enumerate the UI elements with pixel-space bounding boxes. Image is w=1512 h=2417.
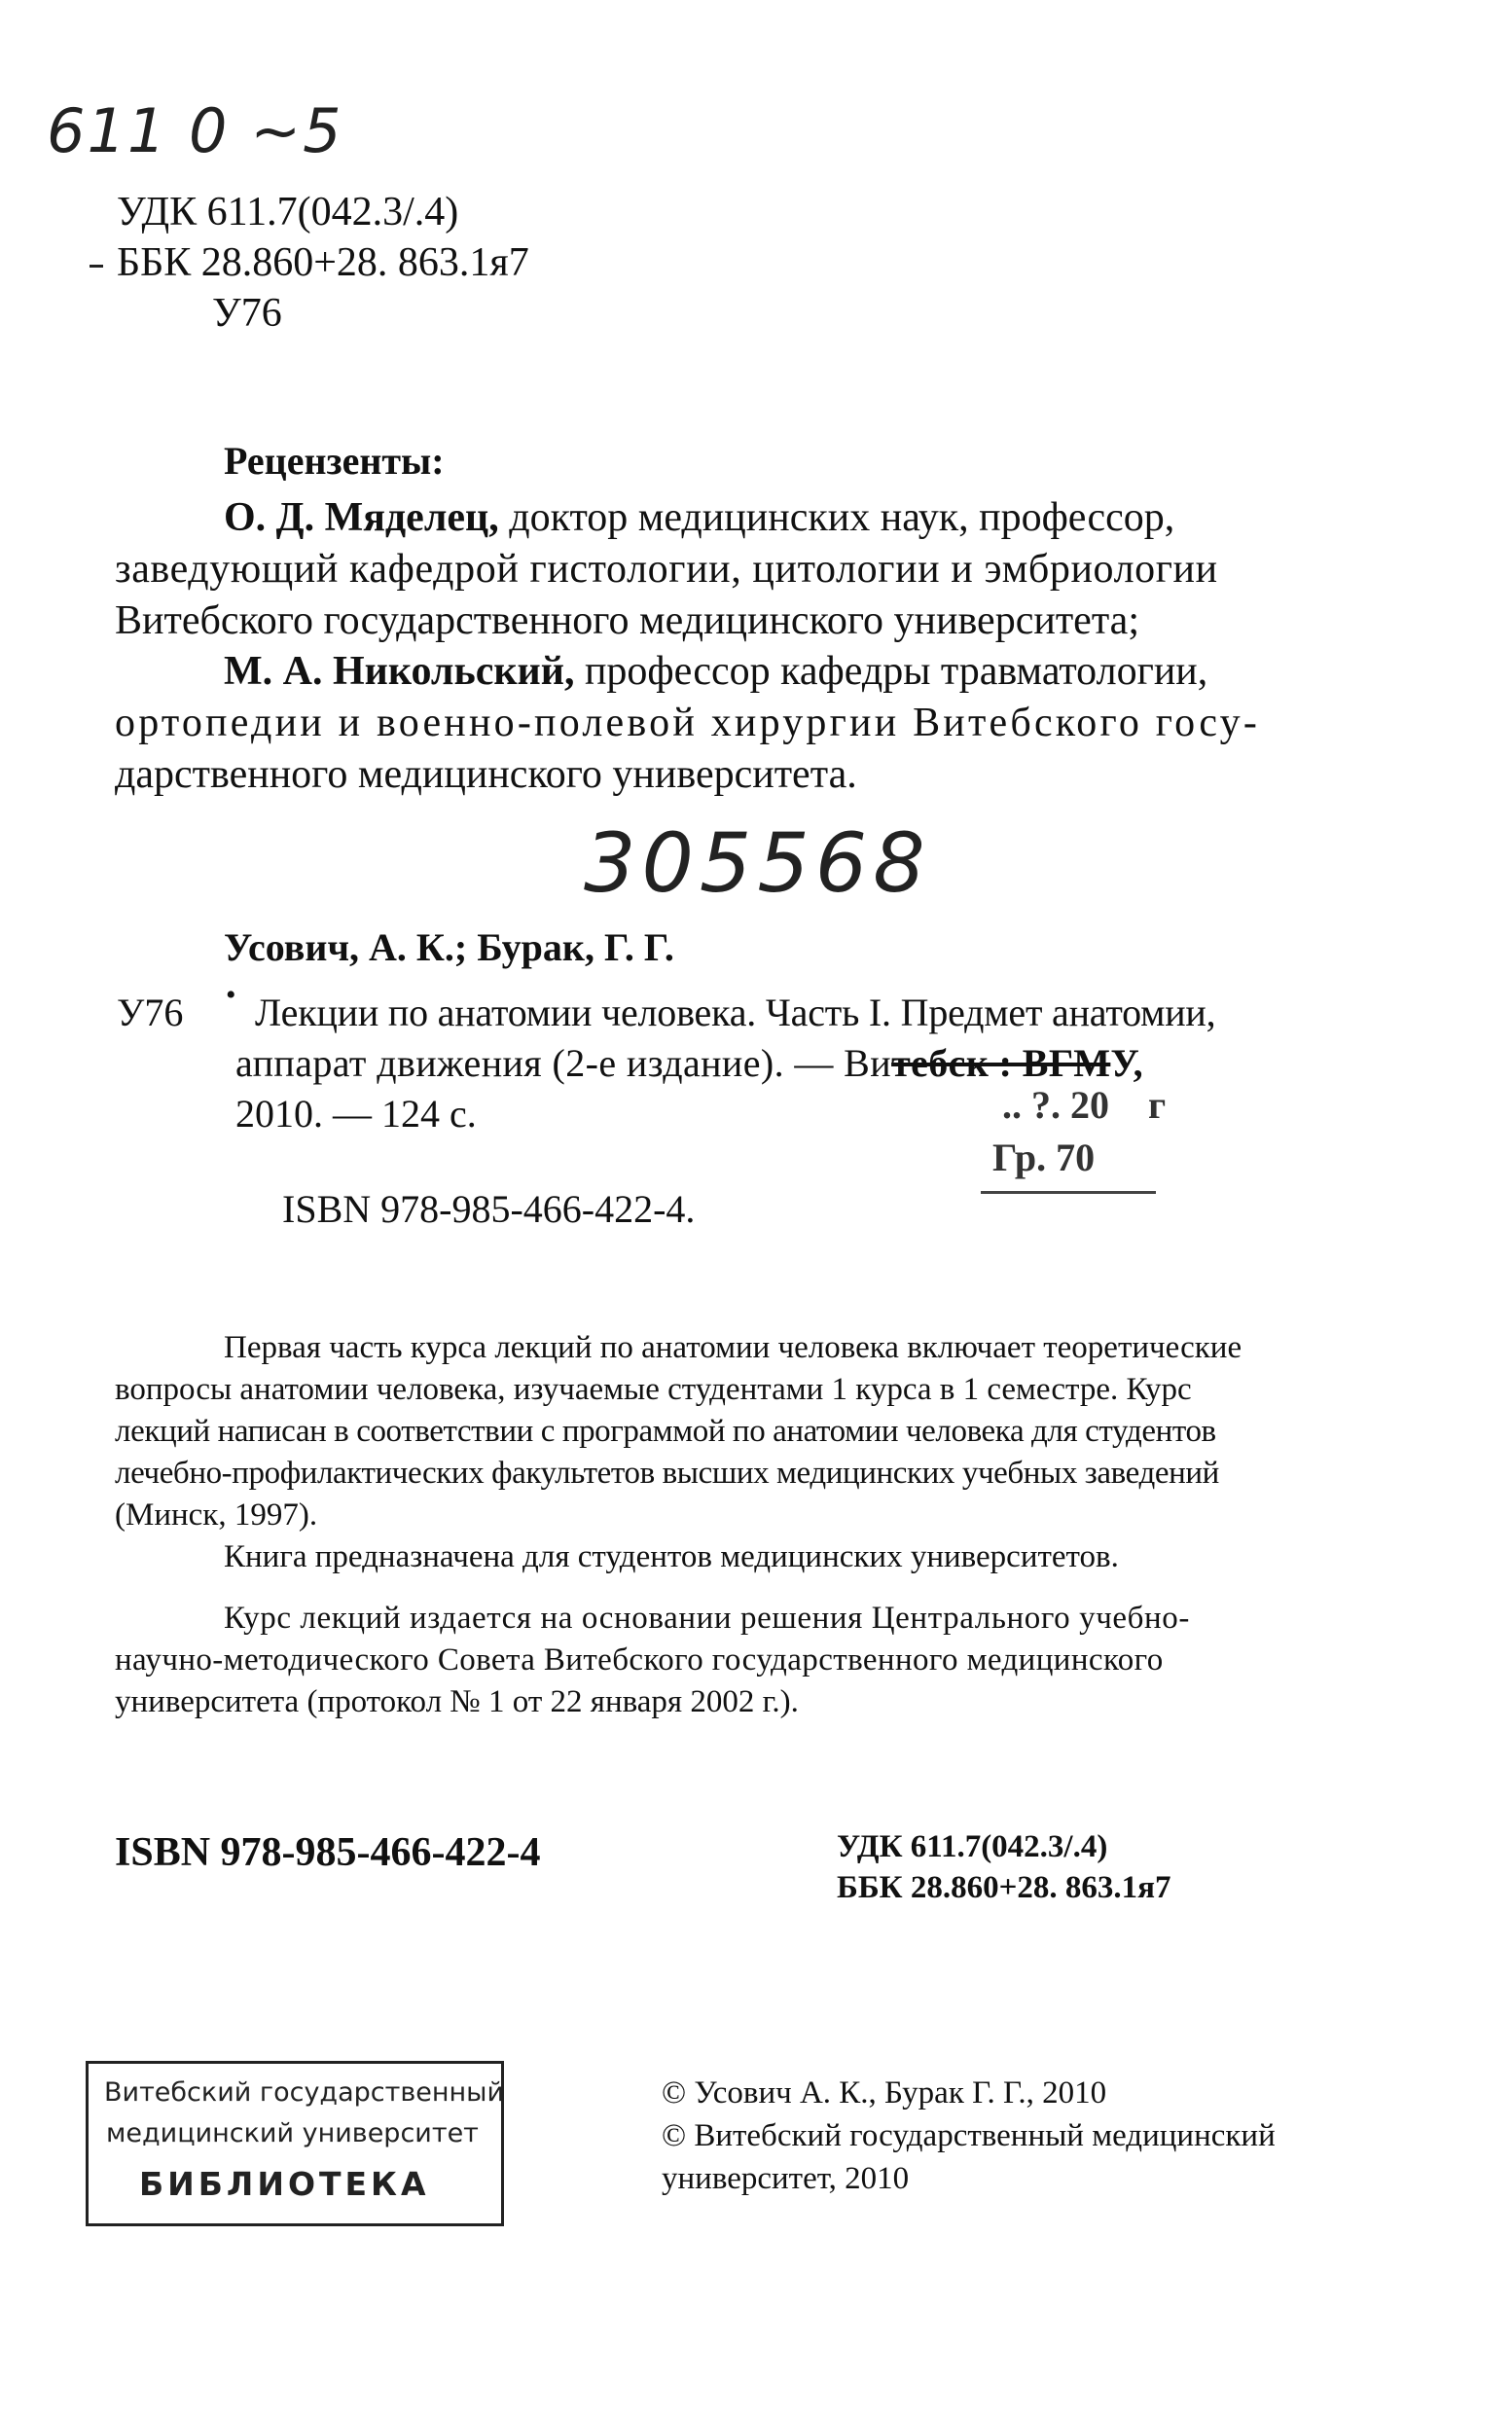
abstract-p1-line-1: Первая часть курса лекций по анатомии человека включает теоретические bbox=[224, 1330, 1242, 1365]
library-stamp-line-3: БИБЛИОТЕКА bbox=[139, 2165, 430, 2203]
bib-authors: Усович, А. К.; Бурак, Г. Г. bbox=[224, 925, 674, 969]
bib-year-pages: 2010. — 124 с. bbox=[235, 1092, 477, 1136]
reviewer-1-line-1 bbox=[224, 488, 1174, 548]
bib-title-line-1: Лекции по анатомии человека. Часть I. Предмет анатомии, bbox=[255, 991, 1216, 1034]
handwritten-top-mark: 611 0 ~5 bbox=[47, 95, 343, 166]
bib-bullet: • bbox=[226, 979, 236, 1011]
bib-publisher-struck: тебск : ВГМ bbox=[891, 1041, 1111, 1085]
reviewer-1-line-3: Витебского государственного медицинского университета; bbox=[115, 598, 1139, 643]
library-stamp-line-2: медицинский университет bbox=[106, 2118, 479, 2148]
abstract-p1-line-4: лечебно-профилактических факультетов высших медицинских учебных заведений bbox=[115, 1456, 1219, 1491]
bib-publisher-end: У, bbox=[1110, 1041, 1143, 1085]
copyright-line-2: © Витебский государственный медицинский bbox=[662, 2118, 1276, 2153]
footer-bbk: ББК 28.860+28. 863.1я7 bbox=[837, 1870, 1171, 1905]
reviewers-heading: Рецензенты: bbox=[224, 439, 445, 483]
bbk-code-top: ББК 28.860+28. 863.1я7 bbox=[117, 240, 529, 285]
bbk-dash-mark bbox=[90, 265, 103, 268]
bib-code: У76 bbox=[117, 991, 184, 1034]
reviewer-2-title: профессор кафедры травматологии, bbox=[574, 649, 1208, 694]
library-group-stamp: Гр. 70 bbox=[973, 1136, 1096, 1179]
reviewer-1-title: доктор медицинских наук, профессор, bbox=[498, 495, 1175, 540]
bib-title-line-2-start: аппарат движения (2-е издание). — Ви bbox=[235, 1041, 892, 1085]
author-mark-top: У76 bbox=[212, 291, 282, 336]
abstract-p3-line-2: научно-методического Совета Витебского государственного медицинского bbox=[115, 1642, 1164, 1677]
library-date-stamp: .. ?. 20 г bbox=[983, 1083, 1167, 1127]
reviewer-2-line-3: дарственного медицинского университета. bbox=[115, 752, 857, 797]
abstract-p1-line-2: вопросы анатомии человека, изучаемые студентами 1 курса в 1 семестре. Курс bbox=[115, 1372, 1192, 1407]
copyright-line-1: © Усович А. К., Бурак Г. Г., 2010 bbox=[662, 2075, 1107, 2110]
reviewer-2-line-2: ортопедии и военно-полевой хирургии Витебского госу- bbox=[115, 701, 1261, 745]
bib-isbn: ISBN 978-985-466-422-4. bbox=[282, 1187, 696, 1231]
udk-code-top: УДК 611.7(042.3/.4) bbox=[117, 190, 459, 234]
library-stamp-line-1: Витебский государственный bbox=[104, 2077, 505, 2108]
abstract-p3-line-3: университета (протокол № 1 от 22 января 2002 г.). bbox=[115, 1684, 799, 1719]
abstract-p1-line-5: (Минск, 1997). bbox=[115, 1497, 318, 1533]
copyright-line-3: университет, 2010 bbox=[662, 2161, 910, 2196]
abstract-p1-line-3: лекций написан в соответствии с программой по анатомии человека для студентов bbox=[115, 1414, 1216, 1449]
reviewer-1-line-2: заведующий кафедрой гистологии, цитологии и эмбриологии bbox=[115, 547, 1218, 592]
abstract-p2: Книга предназначена для студентов медицинских университетов. bbox=[224, 1539, 1119, 1574]
reviewer-1-name: О. Д. Мяделец, bbox=[224, 495, 499, 540]
library-stamp bbox=[86, 2061, 504, 2226]
stamp-underline bbox=[981, 1191, 1156, 1194]
handwritten-inventory-number: 305568 bbox=[584, 815, 931, 911]
footer-udk: УДК 611.7(042.3/.4) bbox=[837, 1829, 1108, 1864]
abstract-p3-line-1: Курс лекций издается на основании решения Центрального учебно- bbox=[224, 1601, 1190, 1636]
reviewer-2-line-1 bbox=[224, 642, 1207, 702]
footer-isbn: ISBN 978-985-466-422-4 bbox=[115, 1830, 541, 1875]
reviewer-2-name: М. А. Никольский, bbox=[224, 649, 575, 694]
